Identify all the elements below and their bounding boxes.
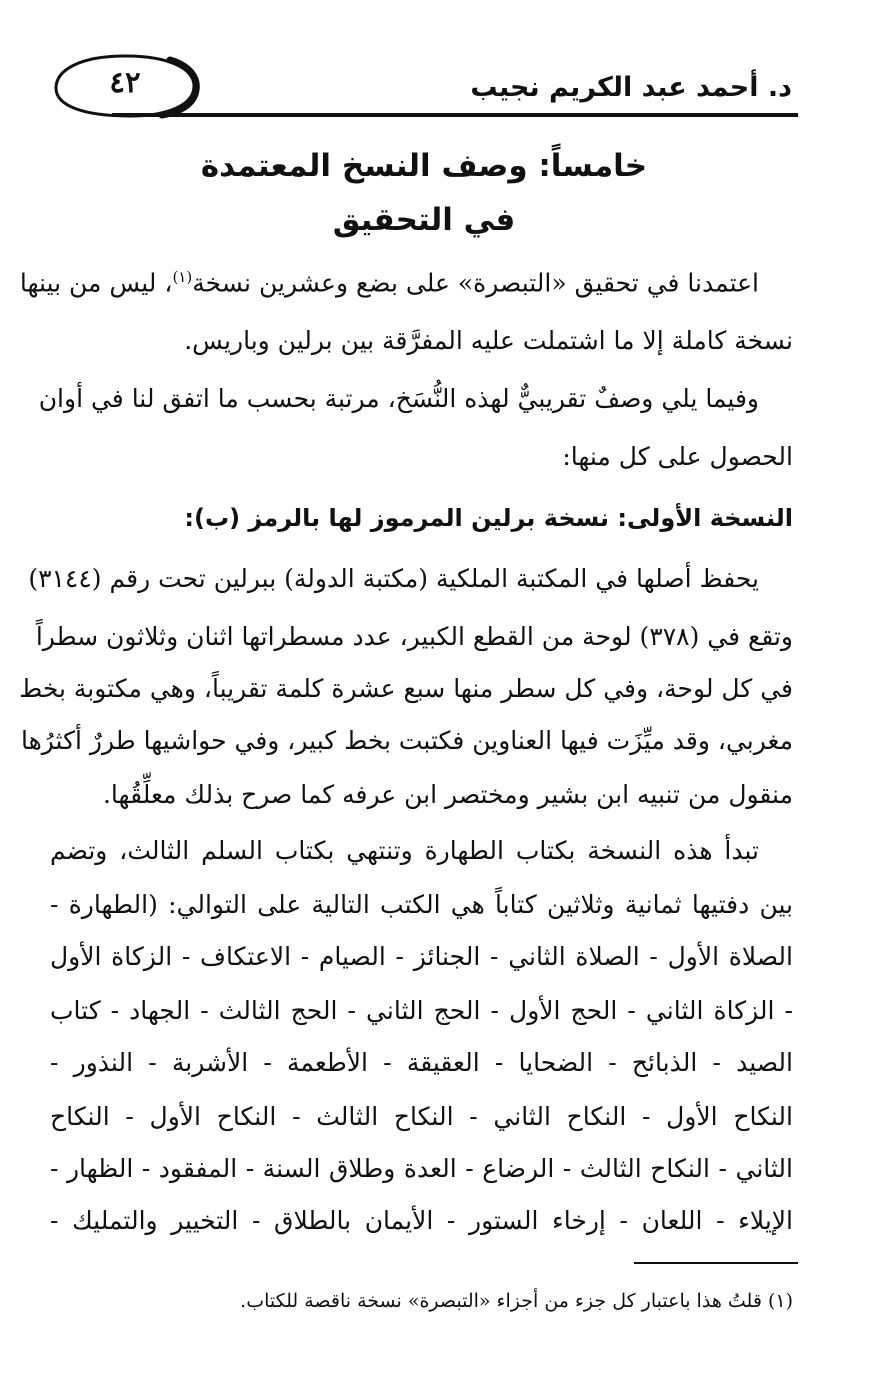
section-title-line-1: خامساً: وصف النسخ المعتمدة xyxy=(200,148,648,184)
paragraph-4-line-8: الإيلاء - اللعان - إرخاء الستور - الأيمان بالطلاق - التخيير والتمليك - xyxy=(50,1206,793,1235)
paragraph-3-line-5: منقول من تنبيه ابن بشير ومختصر ابن عرفه كما صرح بذلك معلِّقُها. xyxy=(102,780,793,809)
section-title-line-2: في التحقيق xyxy=(332,202,516,238)
paragraph-3-line-2: وتقع في (٣٧٨) لوحة من القطع الكبير، عدد مسطراتها اثنان وثلاثون سطراً xyxy=(35,622,793,651)
paragraph-4-line-5: الصيد - الذبائح - الضحايا - العقيقة - الأطعمة - الأشربة - النذور - xyxy=(50,1048,793,1077)
footnote-separator xyxy=(634,1262,798,1264)
page-number: ٤٢ xyxy=(109,65,141,99)
paragraph-3-line-1: يحفظ أصلها في المكتبة الملكية (مكتبة الدولة) ببرلين تحت رقم (٣١٤٤) xyxy=(28,564,759,593)
paragraph-1-line-1: اعتمدنا في تحقيق «التبصرة» على بضع وعشرين نسخة$^{(١)}$، ليس من بينها xyxy=(19,268,759,298)
paragraph-4-line-3: الصلاة الأول - الصلاة الثاني - الجنائز - الصيام - الاعتكاف - الزكاة الأول xyxy=(50,942,793,971)
paragraph-3-line-3: في كل لوحة، وفي كل سطر منها سبع عشرة كلمة تقريباً، وهي مكتوبة بخط xyxy=(19,674,793,703)
paragraph-2-line-2: الحصول على كل منها: xyxy=(562,442,793,471)
page-header xyxy=(50,52,798,124)
paragraph-4-line-2: بين دفتيها ثمانية وثلاثين كتاباً هي الكتب التالية على التوالي: (الطهارة - xyxy=(50,890,793,919)
paragraph-4-line-7: الثاني - النكاح الثالث - الرضاع - العدة وطلاق السنة - المفقود - الظهار - xyxy=(50,1154,793,1183)
paragraph-1-line-2: نسخة كاملة إلا ما اشتملت عليه المفرَّقة بين برلين وباريس. xyxy=(184,326,793,355)
footnote: (١) قلتُ هذا باعتبار كل جزء من أجزاء «التبصرة» نسخة ناقصة للكتاب. xyxy=(240,1290,793,1312)
header-rule xyxy=(112,113,798,117)
paragraph-2-line-1: وفيما يلي وصفٌ تقريبيٌّ لهذه النُّسَخ، مرتبة بحسب ما اتفق لنا في أوان xyxy=(38,384,759,413)
paragraph-4-line-6: النكاح الأول - النكاح الثاني - النكاح الثالث - النكاح الأول - النكاح xyxy=(50,1102,793,1131)
footnote-ref[interactable]: (١) xyxy=(172,268,193,286)
paragraph-4-line-4: - الزكاة الثاني - الحج الأول - الحج الثاني - الحج الثالث - الجهاد - كتاب xyxy=(50,996,793,1025)
running-header-author: د. أحمد عبد الكريم نجيب xyxy=(470,72,792,103)
manuscript-heading: النسخة الأولى: نسخة برلين المرموز لها بالرمز (ب): xyxy=(184,504,793,532)
paragraph-3-line-4: مغربي، وقد ميِّزَت فيها العناوين فكتبت بخط كبير، وفي حواشيها طررٌ أكثرُها xyxy=(20,726,793,755)
paragraph-4-line-1: تبدأ هذه النسخة بكتاب الطهارة وتنتهي بكتاب السلم الثالث، وتضم xyxy=(50,836,759,865)
